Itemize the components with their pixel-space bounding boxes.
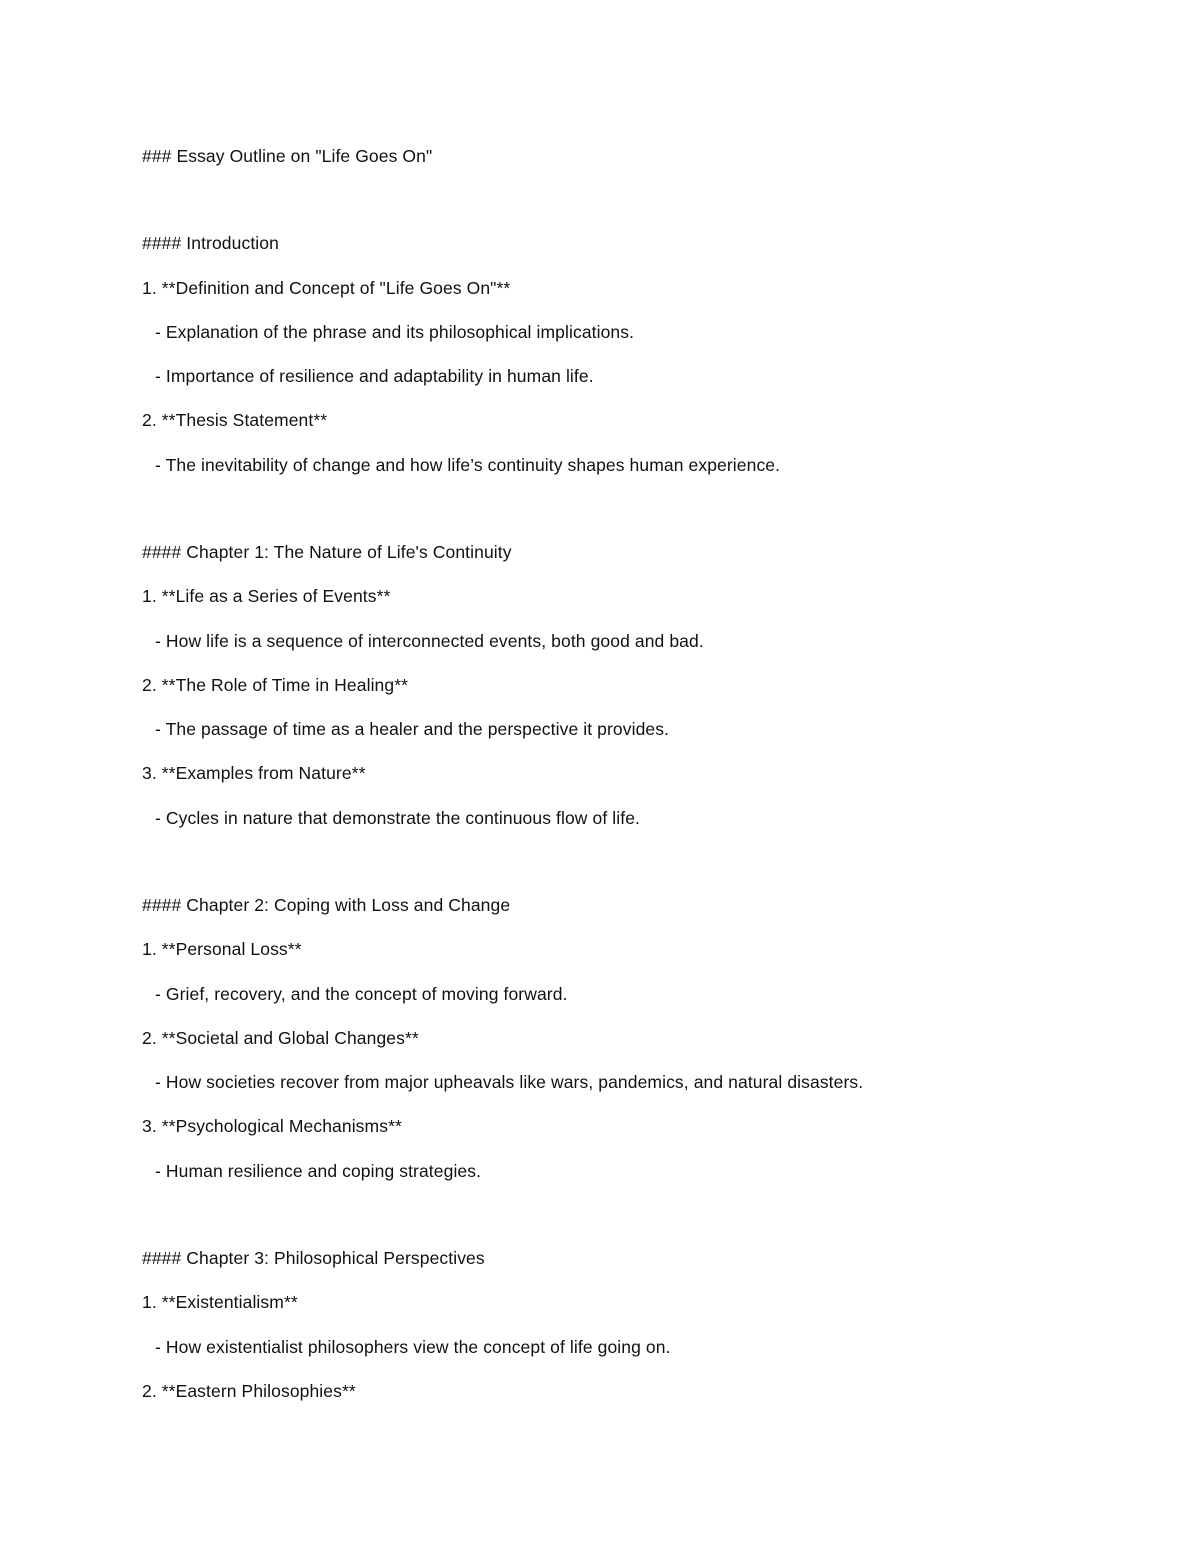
introduction-item-1-point-1: - Explanation of the phrase and its philosophical implications.	[155, 322, 635, 342]
document-title: ### Essay Outline on "Life Goes On"	[142, 146, 433, 166]
chapter-2-item-2: 2. **Societal and Global Changes**	[142, 1028, 419, 1048]
chapter-1-item-2: 2. **The Role of Time in Healing**	[142, 675, 409, 695]
chapter-2-item-1-point-1: - Grief, recovery, and the concept of moving forward.	[155, 984, 568, 1004]
chapter-2-item-2-point-1: - How societies recover from major upheavals like wars, pandemics, and natural disasters.	[155, 1072, 864, 1092]
introduction-item-2-point-1: - The inevitability of change and how life’s continuity shapes human experience.	[155, 455, 781, 475]
chapter-1-item-3-point-1: - Cycles in nature that demonstrate the continuous flow of life.	[155, 808, 640, 828]
chapter-1-item-1-point-1: - How life is a sequence of interconnected events, both good and bad.	[155, 631, 704, 651]
chapter-2-item-3: 3. **Psychological Mechanisms**	[142, 1116, 402, 1136]
chapter-2-item-1: 1. **Personal Loss**	[142, 939, 302, 959]
introduction-item-1: 1. **Definition and Concept of "Life Goes On"**	[142, 278, 511, 298]
chapter-1-item-1: 1. **Life as a Series of Events**	[142, 586, 391, 606]
introduction-item-2: 2. **Thesis Statement**	[142, 410, 328, 430]
chapter-1-heading: #### Chapter 1: The Nature of Life's Continuity	[142, 542, 512, 562]
chapter-3-heading: #### Chapter 3: Philosophical Perspectives	[142, 1248, 485, 1268]
chapter-3-item-1-point-1: - How existentialist philosophers view the concept of life going on.	[155, 1337, 671, 1357]
chapter-3-item-1: 1. **Existentialism**	[142, 1292, 298, 1312]
chapter-1-item-3: 3. **Examples from Nature**	[142, 763, 366, 783]
introduction-item-1-point-2: - Importance of resilience and adaptability in human life.	[155, 366, 594, 386]
chapter-3-item-2: 2. **Eastern Philosophies**	[142, 1381, 356, 1401]
chapter-1-item-2-point-1: - The passage of time as a healer and the perspective it provides.	[155, 719, 670, 739]
chapter-2-item-3-point-1: - Human resilience and coping strategies.	[155, 1161, 482, 1181]
chapter-2-heading: #### Chapter 2: Coping with Loss and Change	[142, 895, 511, 915]
introduction-heading: #### Introduction	[142, 233, 279, 253]
